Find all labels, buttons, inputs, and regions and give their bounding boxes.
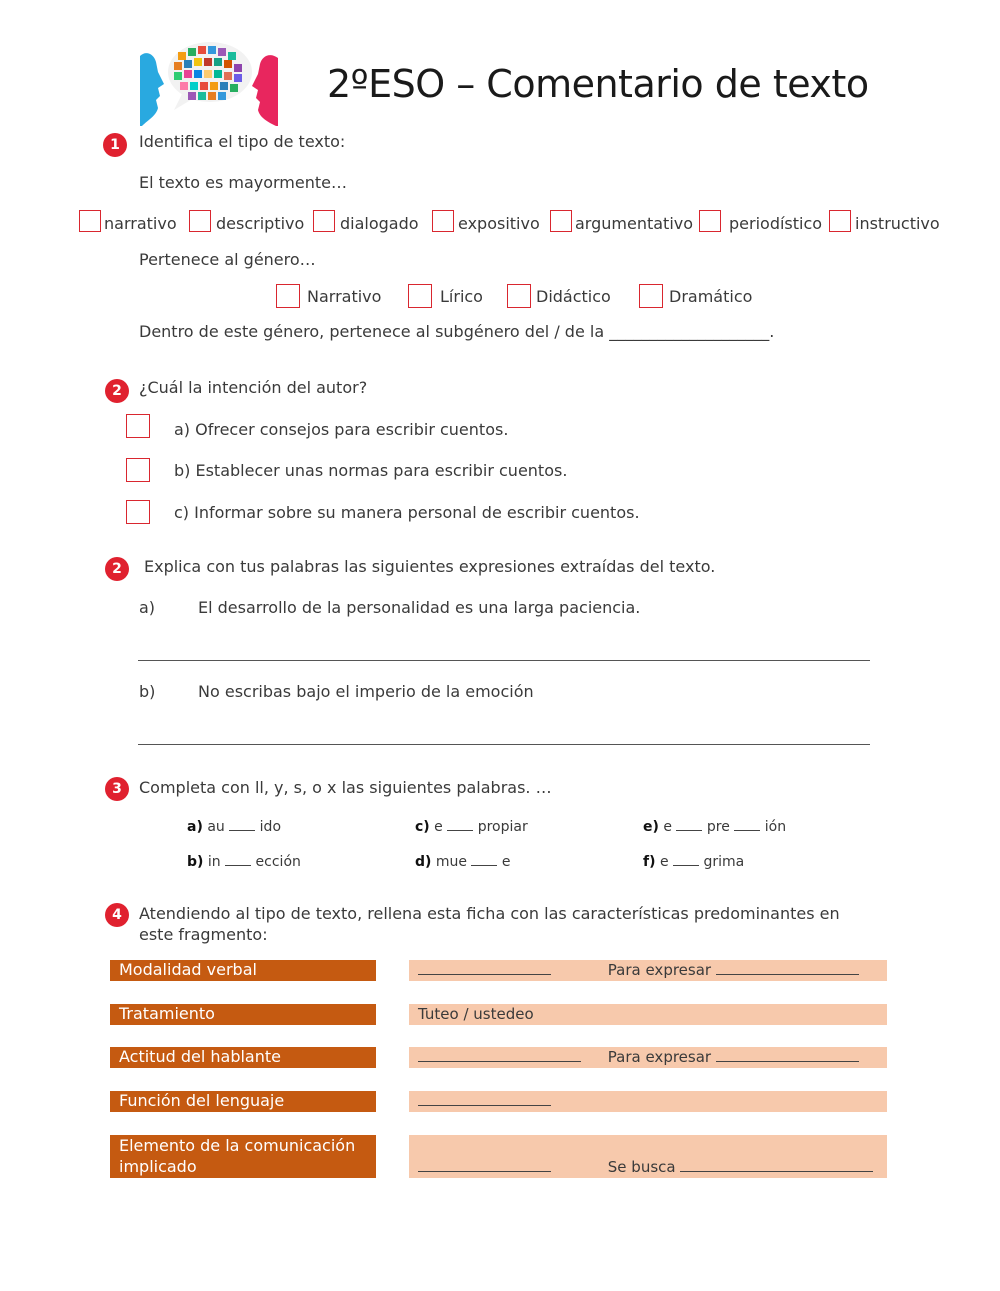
blank-field[interactable]: [225, 851, 251, 866]
checkbox-type-dialogado[interactable]: [313, 210, 335, 232]
checkbox-option-c[interactable]: [126, 500, 150, 524]
word-item-f: f) e grima: [643, 851, 744, 871]
field-label-funcion: Función del lenguaje: [110, 1091, 376, 1112]
checkbox-type-instructivo[interactable]: [829, 210, 851, 232]
field-label-line: implicado: [119, 1157, 197, 1176]
field-value-modalidad[interactable]: Para expresar: [409, 960, 887, 981]
checkbox-genre-lirico[interactable]: [408, 284, 432, 308]
question-number-badge: 1: [103, 133, 127, 157]
checkbox-genre-didactico[interactable]: [507, 284, 531, 308]
question-number-badge: 4: [105, 903, 129, 927]
speech-bubble-faces-icon: [138, 40, 280, 126]
type-label: descriptivo: [216, 214, 305, 233]
checkbox-option-a[interactable]: [126, 414, 150, 438]
question-sub-prompt: El texto es mayormente…: [139, 173, 347, 192]
type-label: dialogado: [340, 214, 419, 233]
blank-field[interactable]: [673, 851, 699, 866]
item-text: El desarrollo de la personalidad es una larga paciencia.: [198, 598, 641, 617]
checkbox-type-expositivo[interactable]: [432, 210, 454, 232]
field-label-line: Elemento de la comunicación: [119, 1136, 356, 1155]
genre-prompt: Pertenece al género…: [139, 250, 316, 269]
type-label: argumentativo: [575, 214, 694, 233]
answer-field-b[interactable]: [138, 720, 870, 745]
question-prompt: Identifica el tipo de texto:: [139, 132, 346, 151]
option-label: b) Establecer unas normas para escribir cuentos.: [174, 461, 568, 480]
checkbox-genre-dramatico[interactable]: [639, 284, 663, 308]
question-prompt: Completa con ll, y, s, o x las siguientes palabras. …: [139, 778, 552, 797]
question-number-badge: 2: [105, 557, 129, 581]
field-value-tratamiento[interactable]: Tuteo / ustedeo: [409, 1004, 887, 1025]
genre-label: Dramático: [669, 287, 753, 306]
item-letter: a): [139, 598, 156, 617]
blank-field[interactable]: [734, 816, 760, 831]
question-number-badge: 3: [105, 777, 129, 801]
type-label: periodístico: [729, 214, 823, 233]
field-label-modalidad: Modalidad verbal: [110, 960, 376, 981]
question-prompt-line1: Atendiendo al tipo de texto, rellena esta ficha con las características predominantes en: [139, 904, 840, 923]
header-logo: [138, 40, 280, 126]
blank-field[interactable]: [676, 816, 702, 831]
type-label: narrativo: [104, 214, 177, 233]
item-letter: b): [139, 682, 156, 701]
item-text: No escribas bajo el imperio de la emoción: [198, 682, 534, 701]
word-item-e: e) e pre ión: [643, 816, 786, 836]
field-value-actitud[interactable]: Para expresar: [409, 1047, 887, 1068]
checkbox-type-periodistico[interactable]: [699, 210, 721, 232]
word-item-d: d) mue e: [415, 851, 511, 871]
blank-field[interactable]: [229, 816, 255, 831]
blank-field[interactable]: [471, 851, 497, 866]
genre-label: Didáctico: [536, 287, 611, 306]
option-label: c) Informar sobre su manera personal de escribir cuentos.: [174, 503, 640, 522]
checkbox-type-descriptivo[interactable]: [189, 210, 211, 232]
field-value-elemento[interactable]: Se busca: [409, 1135, 887, 1178]
word-item-c: c) e propiar: [415, 816, 528, 836]
answer-field-a[interactable]: [138, 636, 870, 661]
question-prompt: ¿Cuál la intención del autor?: [139, 378, 368, 397]
word-item-a: a) au ido: [187, 816, 281, 836]
field-label-actitud: Actitud del hablante: [110, 1047, 376, 1068]
field-label-tratamiento: Tratamiento: [110, 1004, 376, 1025]
page-title: 2ºESO – Comentario de texto: [327, 62, 869, 106]
checkbox-type-narrativo[interactable]: [79, 210, 101, 232]
subgenre-prompt: Dentro de este género, pertenece al subgénero del / de la ____________________.: [139, 322, 775, 341]
question-number-badge: 2: [105, 379, 129, 403]
type-label: instructivo: [855, 214, 940, 233]
word-item-b: b) in ección: [187, 851, 301, 871]
field-label-elemento: [110, 1135, 376, 1178]
genre-label: Narrativo: [307, 287, 382, 306]
checkbox-option-b[interactable]: [126, 458, 150, 482]
blank-field[interactable]: [447, 816, 473, 831]
type-label: expositivo: [458, 214, 540, 233]
field-value-funcion[interactable]: [409, 1091, 887, 1112]
checkbox-type-argumentativo[interactable]: [550, 210, 572, 232]
question-prompt: Explica con tus palabras las siguientes expresiones extraídas del texto.: [144, 557, 716, 576]
question-prompt-line2: este fragmento:: [139, 925, 268, 944]
checkbox-genre-narrativo[interactable]: [276, 284, 300, 308]
genre-label: Lírico: [440, 287, 483, 306]
option-label: a) Ofrecer consejos para escribir cuentos.: [174, 420, 509, 439]
